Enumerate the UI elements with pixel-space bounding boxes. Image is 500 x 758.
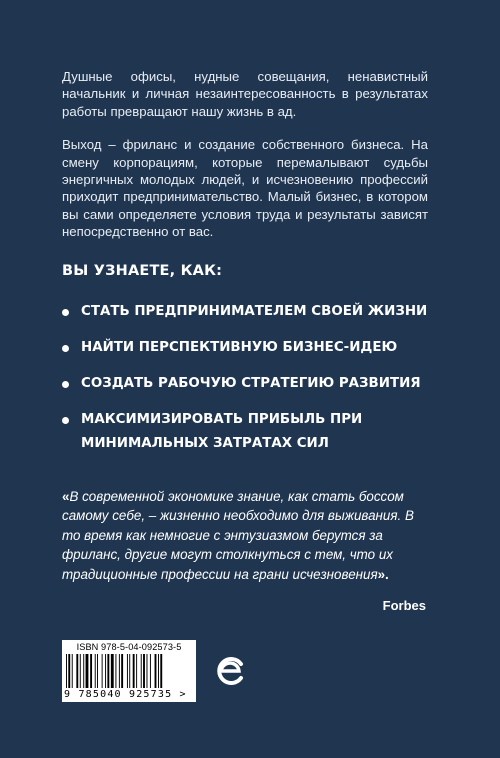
learn-list [62,300,442,468]
list-item [62,336,442,360]
list-item [62,408,442,456]
barcode-bar [107,654,109,688]
barcode-bar [72,654,73,688]
list-item-text: СТАТЬ ПРЕДПРИНИМАТЕЛЕМ СВОЕЙ ЖИЗНИ [81,304,428,319]
bullet-icon [62,417,69,424]
barcode-bar [95,654,96,688]
barcode-bar [83,654,84,688]
barcode-panel [62,640,196,702]
quote-close-mark: ». [377,566,389,582]
learn-heading: ВЫ УЗНАЕТЕ, КАК: [62,263,223,279]
barcode-bar [115,654,116,688]
bullet-icon [62,309,69,316]
barcode-bar [102,654,103,688]
barcode-bar [68,654,70,688]
barcode-bar [150,654,151,688]
barcode-bar [127,654,128,688]
barcode-bar [80,654,81,688]
barcode-digits: 9 785040 925735 > [64,689,187,700]
barcode-icon [66,654,192,688]
quote-text: В современной экономике знание, как стать боссом самому себе, – жизненно необходимо для выживания. В то время как немногие с энтузиазмом берутся за фриланс, другие могут столкнуться с тем, что их традиционные профессии на грани исчезновения [62,489,414,582]
quote [62,487,432,584]
barcode-bar [97,654,98,688]
quote-open-mark: « [62,489,70,504]
barcode-bar [76,654,78,688]
list-item-text: НАЙТИ ПЕРСПЕКТИВНУЮ БИЗНЕС-ИДЕЮ [81,340,398,355]
barcode-bar [86,654,89,688]
barcode-bar [147,654,148,688]
bullet-icon [62,381,69,388]
publisher-e-logo-icon [214,652,246,690]
intro-text [62,68,428,257]
barcode-bar [121,654,123,688]
list-item-text: МАКСИМИЗИРОВАТЬ ПРИБЫЛЬ ПРИ МИНИМАЛЬНЫХ ЗАТРАТАХ СИЛ [81,412,363,451]
barcode-bar [105,654,106,688]
barcode-bar [160,654,162,688]
barcode-bar [141,654,142,688]
barcode-bar [111,654,114,688]
list-item-text: СОЗДАТЬ РАБОЧУЮ СТРАТЕГИЮ РАЗВИТИЯ [81,376,421,391]
barcode-bar [129,654,130,688]
barcode-bar [66,654,67,688]
barcode-bar [133,654,135,688]
barcode-bar [119,654,120,688]
barcode-bar [155,654,157,688]
barcode-bar [158,654,159,688]
list-item [62,300,442,324]
barcode-bar [90,654,92,688]
isbn-text: ISBN 978-5-04-092573-5 [76,642,182,652]
quote-source: Forbes [382,598,426,613]
list-item [62,372,442,396]
intro-paragraph-1: Душные офисы, нудные совещания, ненавистный начальник и личная незаинтересованность в результатах работы превращают нашу жизнь в ад. [62,69,428,119]
intro-paragraph-2: Выход – фриланс и создание собственного бизнеса. На смену корпорациям, которые перемалывают судьбы энергичных молодых людей, и исчезновению профессий приходит предпринимательство. Малый бизнес, в котором вы сами определяете условия труда и результаты зависят непосредственно от вас. [62,137,428,240]
bullet-icon [62,345,69,352]
barcode-bar [143,654,145,688]
barcode-bar [136,654,137,688]
